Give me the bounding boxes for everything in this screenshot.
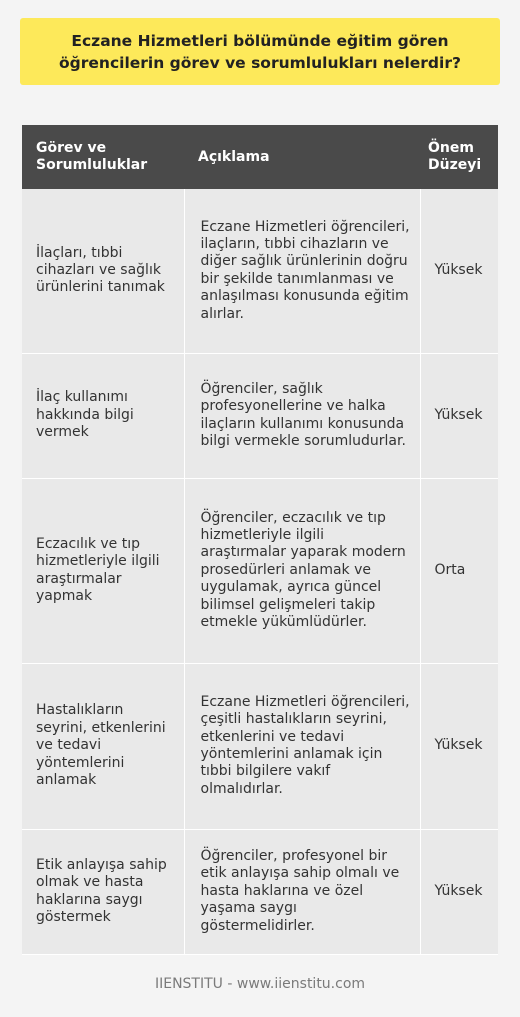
- task-cell: İlaç kullanımı hakkında bilgi vermek: [22, 353, 184, 478]
- importance-cell: Yüksek: [420, 189, 498, 353]
- task-cell: Eczacılık ve tıp hizmetleriyle ilgili araştırmalar yapmak: [22, 478, 184, 663]
- task-cell: İlaçları, tıbbi cihazları ve sağlık ürünlerini tanımak: [22, 189, 184, 353]
- description-cell: Öğrenciler, eczacılık ve tıp hizmetleriyle ilgili araştırmalar yaparak modern prosedürleri anlamak ve uygulamak, ayrıca güncel bilimsel gelişmeleri takip etmekle yükümlüdürler.: [184, 478, 420, 663]
- table-row: [22, 478, 498, 663]
- table-row: [22, 189, 498, 353]
- title-banner: [20, 18, 500, 85]
- task-cell: Hastalıkların seyrini, etkenlerini ve tedavi yöntemlerini anlamak: [22, 663, 184, 829]
- header-description: Açıklama: [184, 125, 420, 189]
- description-cell: Eczane Hizmetleri öğrencileri, ilaçların, tıbbi cihazların ve diğer sağlık ürünlerinin doğru bir şekilde tanımlanması ve anlaşılması konusunda eğitim alırlar.: [184, 189, 420, 353]
- header-task: Görev ve Sorumluluklar: [22, 125, 184, 189]
- table-row: [22, 353, 498, 478]
- importance-cell: Yüksek: [420, 353, 498, 478]
- importance-cell: Orta: [420, 478, 498, 663]
- description-cell: Öğrenciler, sağlık profesyonellerine ve halka ilaçların kullanımı konusunda bilgi vermekle sorumludurlar.: [184, 353, 420, 478]
- responsibilities-table: [22, 125, 498, 955]
- page-title: Eczane Hizmetleri bölümünde eğitim gören öğrencilerin görev ve sorumlulukları nelerdir?: [59, 31, 461, 72]
- table-header-row: [22, 125, 498, 189]
- description-cell: Öğrenciler, profesyonel bir etik anlayışa sahip olmalı ve hasta haklarına ve özel yaşama saygı göstermelidirler.: [184, 829, 420, 954]
- description-cell: Eczane Hizmetleri öğrencileri, çeşitli hastalıkların seyrini, etkenlerini ve tedavi yöntemlerini anlamak için tıbbi bilgilere vakıf olmalıdırlar.: [184, 663, 420, 829]
- importance-cell: Yüksek: [420, 663, 498, 829]
- importance-cell: Yüksek: [420, 829, 498, 954]
- table-row: [22, 663, 498, 829]
- table-row: [22, 829, 498, 954]
- header-importance: Önem Düzeyi: [420, 125, 498, 189]
- footer-credit: IIENSTITU - www.iienstitu.com: [154, 976, 366, 992]
- task-cell: Etik anlayışa sahip olmak ve hasta haklarına saygı göstermek: [22, 829, 184, 954]
